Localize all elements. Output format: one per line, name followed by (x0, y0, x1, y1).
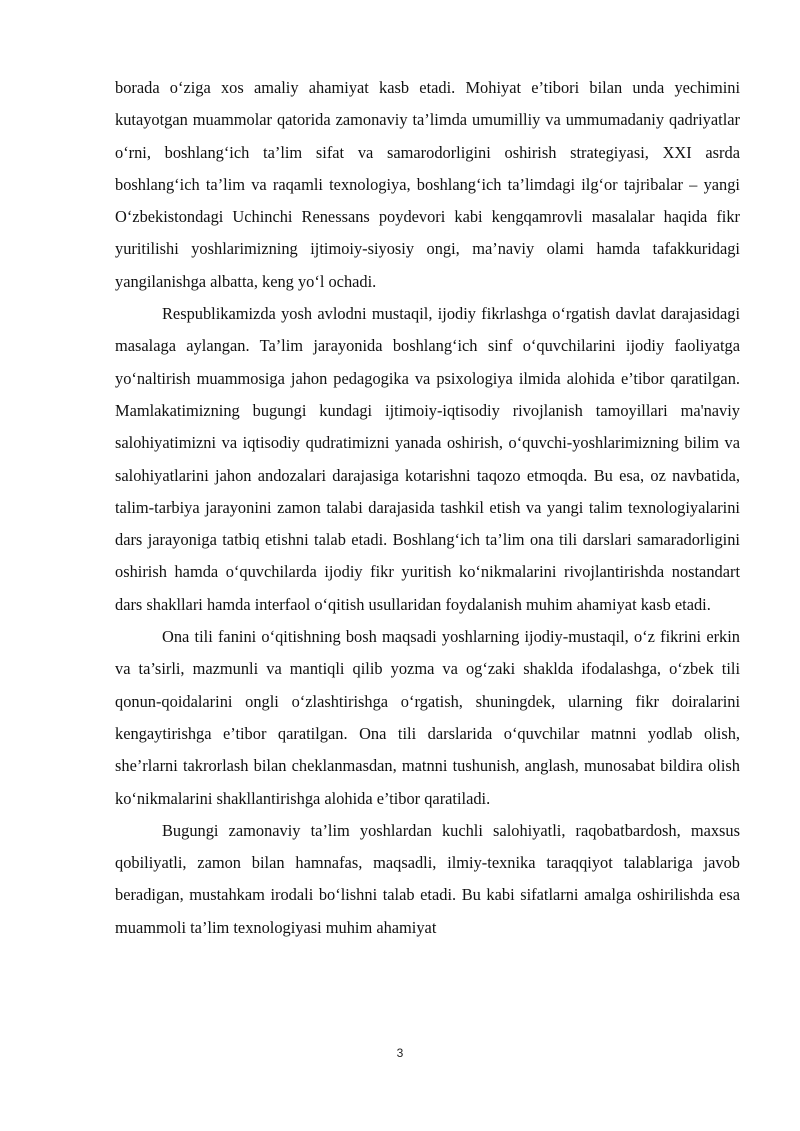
page-number: 3 (396, 1046, 404, 1060)
paragraph-continuation: borada o‘ziga xos amaliy ahamiyat kasb etadi. Mohiyat e’tibori bilan unda yechimini kutayotgan muammolar qatorida zamonaviy ta’limda umumilliy va ummumadaniy qadriyatlar o‘rni, boshlang‘ich ta’lim sifat va samarodorligini oshirish strategiyasi, XXI asrda boshlang‘ich ta’lim va raqamli texnologiya, boshlang‘ich ta’limdagi ilg‘or tajribalar – yangi O‘zbekistondagi Uchinchi Renessans poydevori kabi kengqamrovli masalalar haqida fikr yuritilishi yoshlarimizning ijtimoiy-siyosiy ongi, ma’naviy olami hamda tafakkuridagi yangilanishga albatta, keng yo‘l ochadi. (115, 78, 740, 291)
paragraph-native-language: Ona tili fanini o‘qitishning bosh maqsadi yoshlarning ijodiy-mustaqil, o‘z fikrini erkin va ta’sirli, mazmunli va mantiqli qilib yozma va og‘zaki shaklda ifodalashga, o‘zbek tili qonun-qoidalarini ongli o‘zlashtirishga o‘rgatish, shuningdek, ularning fikr doiralarini kengaytirishga e’tibor qaratilgan. Ona tili darslarida o‘quvchilar matnni yodlab olish, she’rlarni takrorlash bilan cheklanmasdan, matnni tushunish, anglash, munosabat bildira olish ko‘nikmalarini shakllantirishga alohida e’tibor qaratiladi. (115, 627, 740, 808)
paragraph-modern-education: Bugungi zamonaviy ta’lim yoshlardan kuchli salohiyatli, raqobatbardosh, maxsus qobiliyatli, zamon bilan hamnafas, maqsadli, ilmiy-texnika taraqqiyot talablariga javob beradigan, mustahkam irodali bo‘lishni talab etadi. Bu kabi sifatlarni amalga oshirilishda esa muammoli ta’lim texnologiyasi muhim ahamiyat (115, 820, 740, 937)
paragraph-republic: Respublikamizda yosh avlodni mustaqil, ijodiy fikrlashga o‘rgatish davlat darajasidagi masalaga aylangan. Ta’lim jarayonida boshlang‘ich sinf o‘quvchilarini ijodiy faoliyatga yo‘naltirish muammosiga jahon pedagogika va psixologiya ilmida alohida e’tibor qaratilgan. Mamlakatimizning bugungi kundagi ijtimoiy-iqtisodiy rivojlanish tamoyillari ma'naviy salohiyatimizni va iqtisodiy qudratimizni yanada oshirish, o‘quvchi-yoshlarimizning bilim va salohiyatlarini jahon andozalari darajasiga kotarishni taqozo etmoqda. Bu esa, oz navbatida, talim-tarbiya jarayonini zamon talabi darajasida tashkil etish va yangi talim texnologiyalarini dars jarayoniga tatbiq etishni talab etadi. Boshlang‘ich ta’lim ona tili darslari samaradorligini oshirish hamda o‘quvchilarda ijodiy fikr yuritish ko‘nikmalarini rivojlantirishda nostandart dars shakllari hamda interfaol o‘qitish usullaridan foydalanish muhim ahamiyat kasb etadi. (115, 304, 740, 614)
document-page (115, 72, 740, 944)
